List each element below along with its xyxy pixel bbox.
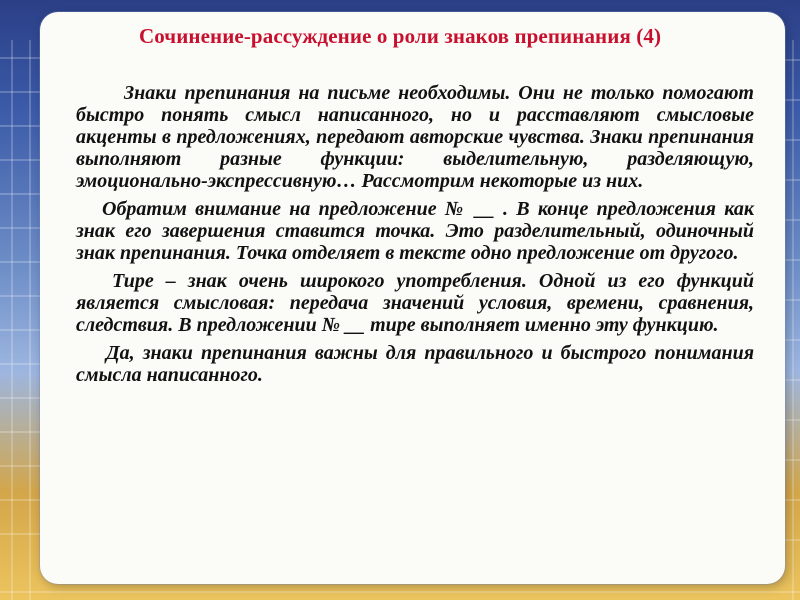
essay-paragraph-intro: Знаки препинания на письме необходимы. Они не только помогают быстро понять смысл написанного, но и расставляют смысловые акценты в предложениях, передают авторские чувства. Знаки препинания выполняют разные функции: выделительную, разделяющую, эмоционально-экспрессивную… Рассмотрим некоторые из них. [76,82,754,192]
essay-paragraph-conclusion: Да, знаки препинания важны для правильного и быстрого понимания смысла написанного. [76,342,754,386]
essay-body [76,82,754,392]
essay-paragraph-dash: Тире – знак очень широкого употребления. Одной из его функций является смысловая: передача значений условия, времени, сравнения, следствия. В предложении № __ тире выполняет именно эту функцию. [76,270,754,336]
slide-title: Сочинение-рассуждение о роли знаков препинания (4) [138,24,662,48]
essay-paragraph-period: Обратим внимание на предложение № __ . В конце предложения как знак его завершения ставится точка. Это разделительный, одиночный знак препинания. Точка отделяет в тексте одно предложение от другого. [76,198,754,264]
